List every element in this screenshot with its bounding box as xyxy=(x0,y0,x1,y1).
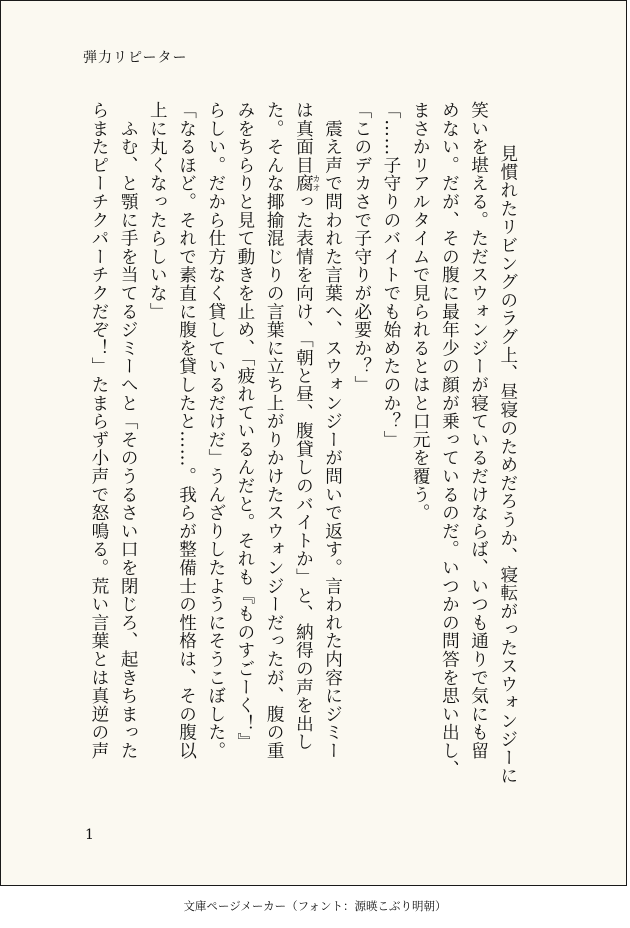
text-line: めない。だが、その腹に最年少の顔が乗っているのだ。いつかの問答を思い出し、 xyxy=(439,101,460,779)
text-line: 見慣れたリビングのラグ上、昼寝のためだろうか、寝転がったスウォンジーに xyxy=(497,126,518,785)
running-title: 弾力リピーター xyxy=(83,50,188,66)
text-line: た。そんな揶揄混じりの言葉に立ち上がりかけたスウォンジーだったが、腹の重 xyxy=(264,101,285,760)
text-line: らしい。だから仕方なく貸しているだけだ」うんざりしたようにそうこぼした。 xyxy=(205,101,226,760)
text-line: らまたピーチクパーチクだぞ！」たまらず小声で怒鳴る。荒い言葉とは真逆の声 xyxy=(88,101,109,760)
text-line: 笑いを堪える。ただスウォンジーが寝ているだけならば、いつも通りで気にも留 xyxy=(468,101,489,760)
text-line: みをちらりと見て動きを止め、「疲れているんだと。それも『ものすごーく！』 xyxy=(234,101,255,751)
ruby-annotation: 腐カオ xyxy=(293,174,321,193)
text-line: 「なるほど。それで素直に腹を貸したと……。我らが整備士の性格は、その腹以 xyxy=(176,101,197,760)
text-line: 上に丸くなったらしいな」 xyxy=(147,101,168,321)
vertical-body-text xyxy=(83,101,551,801)
text-line: は真面目腐カオった表情を向け、「朝と昼、腹貸しのバイトか」と、納得の声を出し xyxy=(293,101,321,752)
ruby-reading: カオ xyxy=(311,174,321,193)
text-line: 「このデカさで子守りが必要か？」 xyxy=(351,101,372,394)
text-line: ふむ、と顎に手を当てるジミーへと「そのうるさい口を閉じろ、起きちまった xyxy=(118,101,139,760)
text-line: 震え声で問われた言葉へ、スウォンジーが問いで返す。言われた内容にジミー xyxy=(322,101,343,760)
footer-credit: 文庫ページメーカー（フォント：源暎こぶり明朝） xyxy=(183,899,447,913)
text-line: まさかリアルタイムで見られるとはと口元を覆う。 xyxy=(410,101,431,522)
text-line: 「……子守りのバイトでも始めたのか？」 xyxy=(380,101,401,449)
page-number: 1 xyxy=(85,827,94,843)
